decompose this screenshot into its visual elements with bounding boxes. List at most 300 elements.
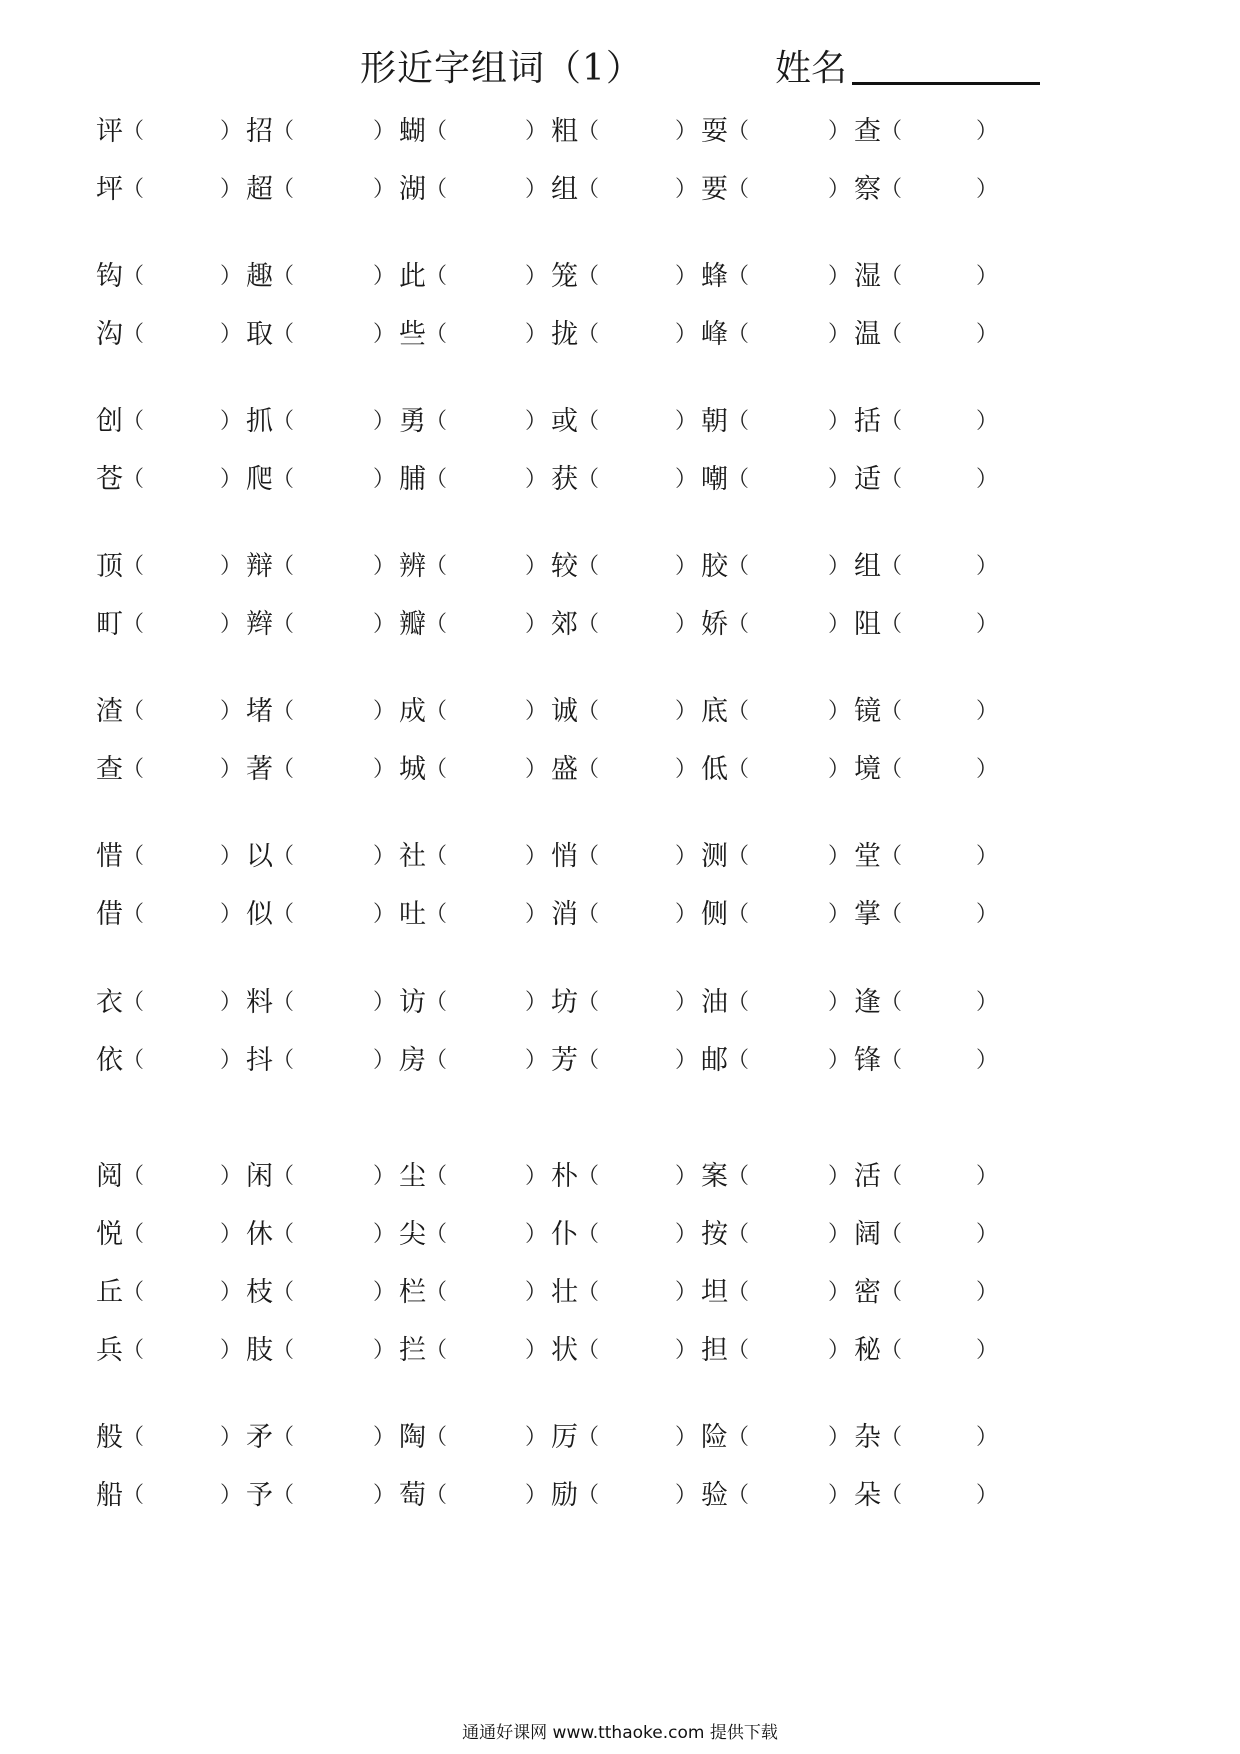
word-char: 朝 bbox=[701, 406, 728, 437]
answer-paren-open[interactable]: （ bbox=[425, 1164, 448, 1189]
answer-paren-close: ） bbox=[220, 1048, 243, 1073]
answer-paren-open[interactable]: （ bbox=[272, 757, 295, 782]
word-char: 以 bbox=[246, 841, 273, 872]
answer-paren-open[interactable]: （ bbox=[122, 902, 145, 927]
answer-paren-close: ） bbox=[828, 1483, 851, 1508]
answer-paren-close: ） bbox=[220, 1338, 243, 1363]
answer-paren-close: ） bbox=[675, 757, 698, 782]
name-label: 姓名 bbox=[775, 48, 848, 89]
answer-paren-open[interactable]: （ bbox=[727, 1425, 750, 1450]
answer-paren-close: ） bbox=[373, 757, 396, 782]
word-char: 状 bbox=[551, 1335, 578, 1366]
answer-paren-close: ） bbox=[525, 409, 548, 434]
answer-paren-close: ） bbox=[525, 322, 548, 347]
word-char: 按 bbox=[701, 1219, 728, 1250]
answer-paren-close: ） bbox=[525, 467, 548, 492]
answer-paren-close: ） bbox=[373, 1425, 396, 1450]
answer-paren-close: ） bbox=[675, 467, 698, 492]
answer-paren-close: ） bbox=[675, 1483, 698, 1508]
word-char: 吐 bbox=[399, 899, 426, 930]
word-row bbox=[96, 460, 1136, 500]
word-row bbox=[96, 983, 1136, 1023]
answer-paren-close: ） bbox=[373, 554, 396, 579]
answer-paren-open[interactable]: （ bbox=[425, 1048, 448, 1073]
answer-paren-close: ） bbox=[525, 902, 548, 927]
word-row bbox=[96, 1273, 1136, 1313]
name-blank-line[interactable] bbox=[852, 82, 1040, 85]
answer-paren-open[interactable]: （ bbox=[880, 990, 903, 1015]
word-char: 括 bbox=[854, 406, 881, 437]
answer-paren-open[interactable]: （ bbox=[880, 1425, 903, 1450]
word-char: 房 bbox=[399, 1045, 426, 1076]
answer-paren-close: ） bbox=[976, 757, 999, 782]
word-char: 笼 bbox=[551, 261, 578, 292]
answer-paren-close: ） bbox=[525, 1425, 548, 1450]
answer-paren-open[interactable]: （ bbox=[880, 1164, 903, 1189]
answer-paren-close: ） bbox=[828, 554, 851, 579]
word-char: 爬 bbox=[246, 464, 273, 495]
word-row bbox=[96, 257, 1136, 297]
word-char: 栏 bbox=[399, 1277, 426, 1308]
answer-paren-close: ） bbox=[675, 990, 698, 1015]
answer-paren-close: ） bbox=[976, 844, 999, 869]
word-char: 杂 bbox=[854, 1422, 881, 1453]
word-char: 秘 bbox=[854, 1335, 881, 1366]
word-char: 要 bbox=[701, 174, 728, 205]
answer-paren-close: ） bbox=[373, 264, 396, 289]
word-char: 衣 bbox=[96, 987, 123, 1018]
answer-paren-open[interactable]: （ bbox=[272, 902, 295, 927]
answer-paren-close: ） bbox=[220, 1483, 243, 1508]
word-char: 辩 bbox=[246, 551, 273, 582]
answer-paren-close: ） bbox=[675, 322, 698, 347]
word-char: 堵 bbox=[246, 696, 273, 727]
answer-paren-close: ） bbox=[675, 1338, 698, 1363]
answer-paren-open[interactable]: （ bbox=[880, 844, 903, 869]
answer-paren-open[interactable]: （ bbox=[880, 467, 903, 492]
answer-paren-open[interactable]: （ bbox=[880, 554, 903, 579]
word-char: 壮 bbox=[551, 1277, 578, 1308]
answer-paren-open[interactable]: （ bbox=[272, 1048, 295, 1073]
answer-paren-open[interactable]: （ bbox=[425, 844, 448, 869]
answer-paren-close: ） bbox=[675, 409, 698, 434]
answer-paren-open[interactable]: （ bbox=[727, 554, 750, 579]
word-char: 阔 bbox=[854, 1219, 881, 1250]
answer-paren-close: ） bbox=[220, 990, 243, 1015]
answer-paren-open[interactable]: （ bbox=[425, 757, 448, 782]
word-char: 坦 bbox=[701, 1277, 728, 1308]
answer-paren-close: ） bbox=[373, 844, 396, 869]
answer-paren-close: ） bbox=[976, 1164, 999, 1189]
answer-paren-close: ） bbox=[220, 409, 243, 434]
answer-paren-open[interactable]: （ bbox=[577, 554, 600, 579]
answer-paren-open[interactable]: （ bbox=[880, 612, 903, 637]
answer-paren-open[interactable]: （ bbox=[727, 264, 750, 289]
answer-paren-open[interactable]: （ bbox=[727, 1280, 750, 1305]
answer-paren-open[interactable]: （ bbox=[122, 1164, 145, 1189]
word-char: 趣 bbox=[246, 261, 273, 292]
answer-paren-close: ） bbox=[976, 699, 999, 724]
worksheet-title: 形近字组词（1） bbox=[360, 48, 643, 89]
word-char: 辨 bbox=[399, 551, 426, 582]
word-char: 适 bbox=[854, 464, 881, 495]
word-char: 著 bbox=[246, 754, 273, 785]
answer-paren-open[interactable]: （ bbox=[425, 119, 448, 144]
answer-paren-close: ） bbox=[525, 844, 548, 869]
answer-paren-open[interactable]: （ bbox=[727, 322, 750, 347]
word-char: 获 bbox=[551, 464, 578, 495]
word-char: 油 bbox=[701, 987, 728, 1018]
word-char: 娇 bbox=[701, 609, 728, 640]
word-char: 胶 bbox=[701, 551, 728, 582]
answer-paren-close: ） bbox=[373, 1280, 396, 1305]
answer-paren-close: ） bbox=[675, 177, 698, 202]
word-row bbox=[96, 1476, 1136, 1516]
word-row bbox=[96, 402, 1136, 442]
answer-paren-close: ） bbox=[828, 119, 851, 144]
word-row bbox=[96, 692, 1136, 732]
word-char: 仆 bbox=[551, 1219, 578, 1250]
answer-paren-close: ） bbox=[976, 1425, 999, 1450]
answer-paren-close: ） bbox=[220, 322, 243, 347]
answer-paren-open[interactable]: （ bbox=[425, 612, 448, 637]
answer-paren-close: ） bbox=[525, 1338, 548, 1363]
answer-paren-open[interactable]: （ bbox=[122, 1483, 145, 1508]
word-char: 担 bbox=[701, 1335, 728, 1366]
answer-paren-open[interactable]: （ bbox=[272, 1280, 295, 1305]
word-char: 依 bbox=[96, 1045, 123, 1076]
word-char: 消 bbox=[551, 899, 578, 930]
answer-paren-open[interactable]: （ bbox=[727, 699, 750, 724]
answer-paren-close: ） bbox=[976, 409, 999, 434]
word-char: 嘲 bbox=[701, 464, 728, 495]
answer-paren-open[interactable]: （ bbox=[727, 467, 750, 492]
answer-paren-open[interactable]: （ bbox=[577, 467, 600, 492]
word-char: 般 bbox=[96, 1422, 123, 1453]
answer-paren-open[interactable]: （ bbox=[122, 612, 145, 637]
answer-paren-open[interactable]: （ bbox=[425, 902, 448, 927]
answer-paren-open[interactable]: （ bbox=[727, 1338, 750, 1363]
answer-paren-open[interactable]: （ bbox=[727, 409, 750, 434]
answer-paren-open[interactable]: （ bbox=[577, 699, 600, 724]
answer-paren-open[interactable]: （ bbox=[425, 177, 448, 202]
answer-paren-close: ） bbox=[828, 467, 851, 492]
answer-paren-close: ） bbox=[525, 612, 548, 637]
answer-paren-open[interactable]: （ bbox=[272, 1338, 295, 1363]
answer-paren-open[interactable]: （ bbox=[727, 990, 750, 1015]
answer-paren-open[interactable]: （ bbox=[122, 1280, 145, 1305]
answer-paren-close: ） bbox=[220, 467, 243, 492]
answer-paren-open[interactable]: （ bbox=[122, 699, 145, 724]
answer-paren-open[interactable]: （ bbox=[272, 554, 295, 579]
answer-paren-open[interactable]: （ bbox=[122, 1338, 145, 1363]
word-char: 底 bbox=[701, 696, 728, 727]
word-char: 诚 bbox=[551, 696, 578, 727]
answer-paren-open[interactable]: （ bbox=[880, 699, 903, 724]
answer-paren-close: ） bbox=[220, 699, 243, 724]
answer-paren-open[interactable]: （ bbox=[880, 902, 903, 927]
answer-paren-open[interactable]: （ bbox=[425, 699, 448, 724]
answer-paren-open[interactable]: （ bbox=[577, 1048, 600, 1073]
word-char: 城 bbox=[399, 754, 426, 785]
word-char: 盛 bbox=[551, 754, 578, 785]
answer-paren-open[interactable]: （ bbox=[577, 177, 600, 202]
answer-paren-close: ） bbox=[525, 699, 548, 724]
answer-paren-open[interactable]: （ bbox=[272, 322, 295, 347]
answer-paren-open[interactable]: （ bbox=[122, 177, 145, 202]
answer-paren-open[interactable]: （ bbox=[880, 1222, 903, 1247]
answer-paren-open[interactable]: （ bbox=[425, 1222, 448, 1247]
answer-paren-open[interactable]: （ bbox=[880, 1280, 903, 1305]
answer-paren-open[interactable]: （ bbox=[272, 177, 295, 202]
footer-credit: 通通好课网 www.tthaoke.com 提供下载 bbox=[462, 1723, 778, 1743]
answer-paren-close: ） bbox=[373, 467, 396, 492]
answer-paren-close: ） bbox=[828, 1164, 851, 1189]
answer-paren-close: ） bbox=[828, 699, 851, 724]
word-char: 悄 bbox=[551, 841, 578, 872]
word-char: 惜 bbox=[96, 841, 123, 872]
answer-paren-open[interactable]: （ bbox=[122, 1222, 145, 1247]
answer-paren-open[interactable]: （ bbox=[122, 119, 145, 144]
answer-paren-open[interactable]: （ bbox=[272, 1164, 295, 1189]
answer-paren-open[interactable]: （ bbox=[880, 409, 903, 434]
answer-paren-open[interactable]: （ bbox=[880, 322, 903, 347]
answer-paren-open[interactable]: （ bbox=[122, 844, 145, 869]
word-char: 查 bbox=[854, 116, 881, 147]
word-char: 较 bbox=[551, 551, 578, 582]
answer-paren-close: ） bbox=[220, 1164, 243, 1189]
word-char: 堂 bbox=[854, 841, 881, 872]
answer-paren-close: ） bbox=[828, 322, 851, 347]
answer-paren-close: ） bbox=[525, 264, 548, 289]
answer-paren-open[interactable]: （ bbox=[727, 844, 750, 869]
word-char: 渣 bbox=[96, 696, 123, 727]
answer-paren-open[interactable]: （ bbox=[577, 119, 600, 144]
answer-paren-open[interactable]: （ bbox=[272, 1483, 295, 1508]
answer-paren-open[interactable]: （ bbox=[272, 264, 295, 289]
word-char: 湖 bbox=[399, 174, 426, 205]
word-char: 苍 bbox=[96, 464, 123, 495]
answer-paren-open[interactable]: （ bbox=[727, 1222, 750, 1247]
word-char: 峰 bbox=[701, 319, 728, 350]
answer-paren-open[interactable]: （ bbox=[577, 1338, 600, 1363]
word-row bbox=[96, 1041, 1136, 1081]
answer-paren-open[interactable]: （ bbox=[577, 990, 600, 1015]
word-char: 测 bbox=[701, 841, 728, 872]
answer-paren-close: ） bbox=[675, 902, 698, 927]
word-char: 些 bbox=[399, 319, 426, 350]
answer-paren-open[interactable]: （ bbox=[272, 844, 295, 869]
answer-paren-close: ） bbox=[976, 1483, 999, 1508]
answer-paren-close: ） bbox=[828, 990, 851, 1015]
word-char: 借 bbox=[96, 899, 123, 930]
word-char: 萄 bbox=[399, 1480, 426, 1511]
word-row bbox=[96, 1215, 1136, 1255]
word-char: 船 bbox=[96, 1480, 123, 1511]
word-char: 邮 bbox=[701, 1045, 728, 1076]
answer-paren-close: ） bbox=[220, 264, 243, 289]
answer-paren-close: ） bbox=[525, 554, 548, 579]
word-char: 或 bbox=[551, 406, 578, 437]
answer-paren-open[interactable]: （ bbox=[122, 554, 145, 579]
answer-paren-close: ） bbox=[976, 1338, 999, 1363]
answer-paren-open[interactable]: （ bbox=[577, 757, 600, 782]
word-char: 拢 bbox=[551, 319, 578, 350]
answer-paren-close: ） bbox=[373, 902, 396, 927]
word-char: 访 bbox=[399, 987, 426, 1018]
answer-paren-open[interactable]: （ bbox=[727, 119, 750, 144]
answer-paren-open[interactable]: （ bbox=[425, 409, 448, 434]
word-char: 钩 bbox=[96, 261, 123, 292]
answer-paren-close: ） bbox=[976, 177, 999, 202]
answer-paren-open[interactable]: （ bbox=[425, 990, 448, 1015]
word-char: 蜂 bbox=[701, 261, 728, 292]
answer-paren-open[interactable]: （ bbox=[122, 322, 145, 347]
answer-paren-open[interactable]: （ bbox=[272, 467, 295, 492]
answer-paren-open[interactable]: （ bbox=[425, 322, 448, 347]
answer-paren-open[interactable]: （ bbox=[577, 844, 600, 869]
word-char: 阻 bbox=[854, 609, 881, 640]
word-char: 料 bbox=[246, 987, 273, 1018]
answer-paren-close: ） bbox=[373, 1222, 396, 1247]
answer-paren-open[interactable]: （ bbox=[577, 1483, 600, 1508]
answer-paren-open[interactable]: （ bbox=[272, 612, 295, 637]
answer-paren-open[interactable]: （ bbox=[577, 902, 600, 927]
answer-paren-close: ） bbox=[828, 902, 851, 927]
answer-paren-open[interactable]: （ bbox=[880, 264, 903, 289]
answer-paren-open[interactable]: （ bbox=[272, 409, 295, 434]
answer-paren-open[interactable]: （ bbox=[122, 1048, 145, 1073]
answer-paren-open[interactable]: （ bbox=[727, 177, 750, 202]
answer-paren-open[interactable]: （ bbox=[272, 699, 295, 724]
answer-paren-close: ） bbox=[828, 1280, 851, 1305]
answer-paren-open[interactable]: （ bbox=[272, 119, 295, 144]
answer-paren-open[interactable]: （ bbox=[880, 119, 903, 144]
answer-paren-close: ） bbox=[675, 1222, 698, 1247]
answer-paren-open[interactable]: （ bbox=[727, 757, 750, 782]
answer-paren-open[interactable]: （ bbox=[577, 409, 600, 434]
answer-paren-open[interactable]: （ bbox=[727, 1048, 750, 1073]
answer-paren-open[interactable]: （ bbox=[577, 612, 600, 637]
word-char: 创 bbox=[96, 406, 123, 437]
answer-paren-open[interactable]: （ bbox=[727, 1483, 750, 1508]
word-char: 逢 bbox=[854, 987, 881, 1018]
answer-paren-close: ） bbox=[373, 409, 396, 434]
answer-paren-close: ） bbox=[675, 699, 698, 724]
answer-paren-open[interactable]: （ bbox=[880, 1483, 903, 1508]
word-char: 活 bbox=[854, 1161, 881, 1192]
answer-paren-open[interactable]: （ bbox=[577, 1280, 600, 1305]
answer-paren-close: ） bbox=[828, 409, 851, 434]
answer-paren-close: ） bbox=[976, 467, 999, 492]
word-char: 验 bbox=[701, 1480, 728, 1511]
word-char: 枝 bbox=[246, 1277, 273, 1308]
answer-paren-open[interactable]: （ bbox=[122, 409, 145, 434]
answer-paren-open[interactable]: （ bbox=[425, 1483, 448, 1508]
word-char: 沟 bbox=[96, 319, 123, 350]
answer-paren-close: ） bbox=[828, 1048, 851, 1073]
word-char: 险 bbox=[701, 1422, 728, 1453]
answer-paren-open[interactable]: （ bbox=[425, 554, 448, 579]
word-char: 坪 bbox=[96, 174, 123, 205]
answer-paren-open[interactable]: （ bbox=[122, 264, 145, 289]
word-char: 抓 bbox=[246, 406, 273, 437]
answer-paren-open[interactable]: （ bbox=[122, 1425, 145, 1450]
answer-paren-close: ） bbox=[675, 119, 698, 144]
answer-paren-close: ） bbox=[525, 990, 548, 1015]
word-char: 超 bbox=[246, 174, 273, 205]
answer-paren-open[interactable]: （ bbox=[425, 467, 448, 492]
answer-paren-open[interactable]: （ bbox=[577, 1164, 600, 1189]
word-char: 闲 bbox=[246, 1161, 273, 1192]
answer-paren-open[interactable]: （ bbox=[122, 990, 145, 1015]
answer-paren-close: ） bbox=[828, 1425, 851, 1450]
answer-paren-open[interactable]: （ bbox=[727, 1164, 750, 1189]
answer-paren-open[interactable]: （ bbox=[425, 1280, 448, 1305]
word-char: 查 bbox=[96, 754, 123, 785]
answer-paren-close: ） bbox=[373, 1048, 396, 1073]
word-row bbox=[96, 837, 1136, 877]
answer-paren-close: ） bbox=[675, 264, 698, 289]
word-char: 湿 bbox=[854, 261, 881, 292]
word-char: 镜 bbox=[854, 696, 881, 727]
answer-paren-close: ） bbox=[976, 1280, 999, 1305]
answer-paren-close: ） bbox=[675, 844, 698, 869]
answer-paren-open[interactable]: （ bbox=[880, 177, 903, 202]
answer-paren-open[interactable]: （ bbox=[727, 902, 750, 927]
answer-paren-open[interactable]: （ bbox=[577, 264, 600, 289]
word-char: 町 bbox=[96, 609, 123, 640]
answer-paren-close: ） bbox=[976, 264, 999, 289]
answer-paren-open[interactable]: （ bbox=[272, 1222, 295, 1247]
answer-paren-open[interactable]: （ bbox=[880, 1338, 903, 1363]
answer-paren-open[interactable]: （ bbox=[122, 757, 145, 782]
answer-paren-close: ） bbox=[675, 1425, 698, 1450]
word-char: 耍 bbox=[701, 116, 728, 147]
answer-paren-open[interactable]: （ bbox=[425, 1338, 448, 1363]
answer-paren-open[interactable]: （ bbox=[577, 1222, 600, 1247]
answer-paren-close: ） bbox=[373, 1483, 396, 1508]
answer-paren-close: ） bbox=[976, 902, 999, 927]
answer-paren-close: ） bbox=[220, 177, 243, 202]
word-char: 组 bbox=[551, 174, 578, 205]
answer-paren-open[interactable]: （ bbox=[577, 1425, 600, 1450]
answer-paren-close: ） bbox=[675, 1280, 698, 1305]
answer-paren-open[interactable]: （ bbox=[880, 1048, 903, 1073]
answer-paren-open[interactable]: （ bbox=[880, 757, 903, 782]
answer-paren-open[interactable]: （ bbox=[727, 612, 750, 637]
answer-paren-open[interactable]: （ bbox=[122, 467, 145, 492]
answer-paren-open[interactable]: （ bbox=[272, 990, 295, 1015]
answer-paren-close: ） bbox=[828, 1222, 851, 1247]
answer-paren-close: ） bbox=[220, 1222, 243, 1247]
answer-paren-open[interactable]: （ bbox=[272, 1425, 295, 1450]
word-char: 蝴 bbox=[399, 116, 426, 147]
word-row bbox=[96, 1331, 1136, 1371]
answer-paren-close: ） bbox=[976, 119, 999, 144]
answer-paren-open[interactable]: （ bbox=[425, 1425, 448, 1450]
answer-paren-close: ） bbox=[976, 554, 999, 579]
answer-paren-close: ） bbox=[675, 554, 698, 579]
word-char: 阅 bbox=[96, 1161, 123, 1192]
word-char: 瓣 bbox=[399, 609, 426, 640]
answer-paren-open[interactable]: （ bbox=[425, 264, 448, 289]
answer-paren-close: ） bbox=[373, 699, 396, 724]
word-row bbox=[96, 895, 1136, 935]
answer-paren-close: ） bbox=[220, 554, 243, 579]
word-char: 招 bbox=[246, 116, 273, 147]
answer-paren-open[interactable]: （ bbox=[577, 322, 600, 347]
